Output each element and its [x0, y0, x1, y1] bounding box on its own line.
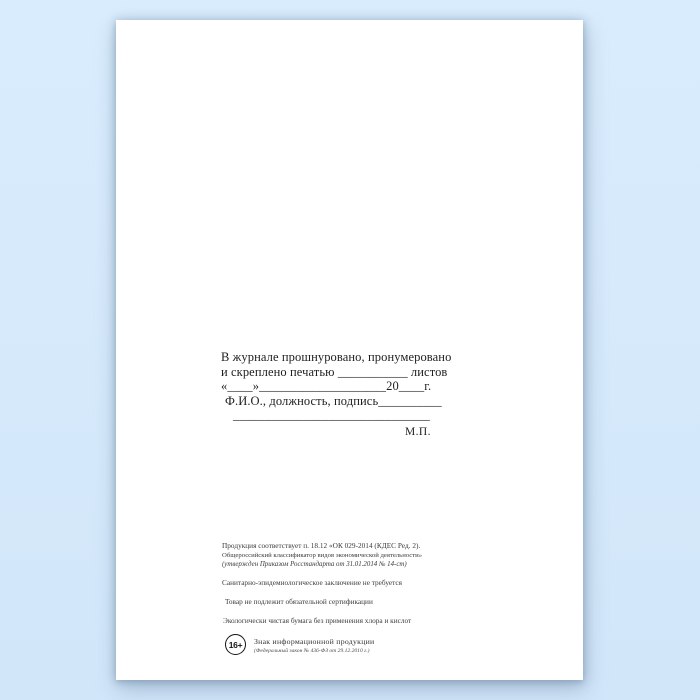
journal-back-cover-page	[116, 20, 583, 680]
age-rating-16plus-icon: 16+	[225, 634, 246, 655]
stamp-place-abbr: М.П.	[405, 426, 431, 438]
binding-line-4-fio: Ф.И.О., должность, подпись__________	[225, 393, 442, 408]
age-mark-law-note: (Федеральный закон № 436-ФЗ от 29.12.2010 г.)	[254, 647, 370, 654]
standard-line-2: Общероссийский классификатор видов экономической деятельности»	[222, 551, 423, 559]
binding-line-5-signature-rule: _______________________________	[233, 408, 430, 423]
standard-line-1: Продукция соответствует п. 18.12 «ОК 029-2014 (КДЕС Ред. 2).	[222, 541, 421, 550]
age-mark-block	[254, 637, 374, 654]
binding-line-3-date: «____»____________________20____г.	[221, 379, 432, 394]
standard-line-3: (утвержден Приказом Росстандарта от 31.01.2014 № 14-ст)	[222, 560, 407, 568]
eco-paper-note: Экологически чистая бумага без применения хлора и кислот	[223, 616, 412, 625]
binding-line-2: и скреплено печатью ___________ листов	[221, 364, 448, 379]
product-standard-note	[222, 541, 422, 569]
binding-line-1: В журнале прошнуровано, пронумеровано	[221, 350, 452, 364]
certification-note: Товар не подлежит обязательной сертификации	[225, 597, 373, 606]
sanitary-note: Санитарно-эпидемиологическое заключение не требуется	[222, 578, 403, 587]
binding-record-block	[221, 350, 456, 423]
age-mark-title: Знак информационной продукции	[254, 637, 375, 646]
